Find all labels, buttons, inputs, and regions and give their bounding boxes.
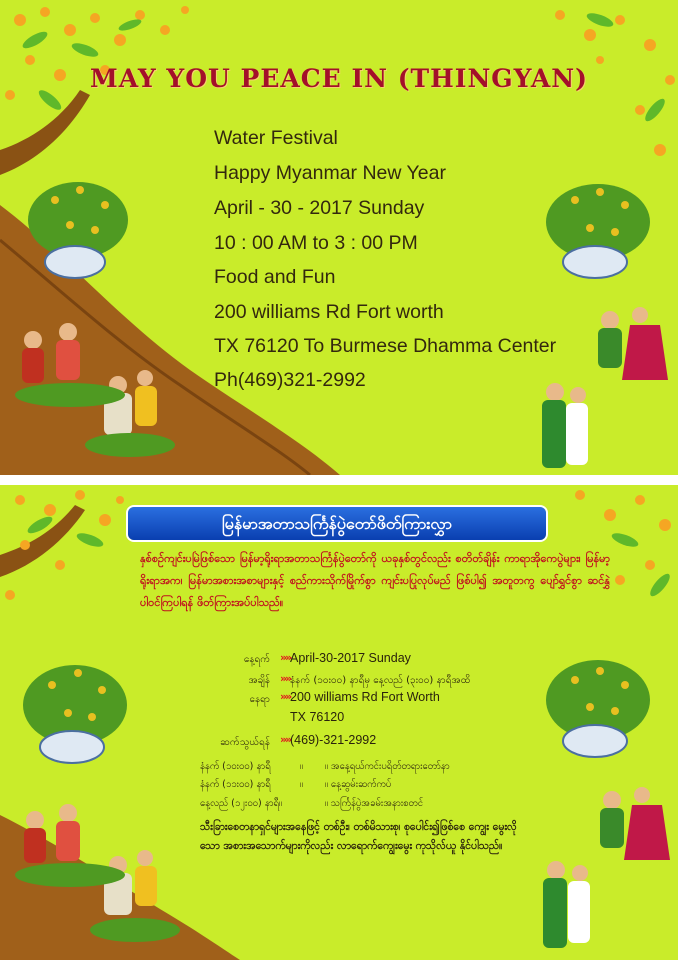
schedule-event: ။ နေ့ဆွမ်းဆက်ကပ် — [325, 779, 392, 790]
detail-label-time: အချိန် — [248, 675, 270, 686]
detail-label-contact: ဆက်သွယ်ရန် — [220, 737, 270, 748]
arrow-icon: »» — [280, 690, 291, 703]
tree-trunk — [0, 505, 85, 577]
event-date: April - 30 - 2017 Sunday — [214, 197, 425, 219]
schedule-separator: ။ — [300, 761, 303, 772]
detail-value-time: နံနက် (၁၀း၀၀) နာရီမှ နေ့လည် (၃း၀၀) နာရီအထိ — [290, 675, 471, 686]
event-time: 10 : 00 AM to 3 : 00 PM — [214, 232, 418, 254]
address-line-2: TX 76120 To Burmese Dhamma Center — [214, 335, 557, 357]
schedule-time: နံနက် (၁၁း၀၀) နာရီ — [200, 779, 271, 790]
detail-value-date: April-30-2017 Sunday — [290, 651, 411, 665]
address-line-1: 200 williams Rd Fort worth — [214, 301, 444, 323]
english-invitation-card — [0, 0, 678, 475]
schedule-time: နေ့လည် (၁၂း၀၀) နာရီ။ — [200, 798, 282, 809]
detail-label-date: နေ့ရက် — [243, 654, 270, 665]
flower-pot-right — [546, 184, 650, 278]
schedule-time: နံနက် (၁၀း၀၀) နာရီ — [200, 761, 271, 772]
flowering-branch-bottom-left — [5, 490, 124, 600]
dancer-figures-right — [543, 787, 670, 948]
schedule-event: ။ သင်္ကြန်ပွဲအခမ်းအနားစတင် — [325, 798, 424, 809]
detail-value-contact: (469)-321-2992 — [290, 733, 377, 747]
flower-pot-right — [546, 660, 650, 757]
dancer-figures-right — [542, 307, 668, 468]
greeting: Happy Myanmar New Year — [214, 162, 446, 184]
event-activities: Food and Fun — [214, 266, 336, 288]
closing-paragraph: သီးခြားစေတနာရှင်များအနေဖြင့် တစ်ဦး၊ တစ်မိသားစု၊ စုပေါင်း၍ဖြစ်စေ ကျွေး မွေးလိုသော အစားအသောက်များကိုလည်း လာရောက်ကျွေးမွေး ကုသိုလ်ယူ နိုင်ပါသည်။ — [200, 821, 517, 852]
arrow-icon: »» — [280, 651, 291, 664]
card-divider — [0, 475, 678, 485]
schedule-event: ။ အနေ့ရယ်ကင်းပရိတ်တရားတော်နာ — [325, 761, 450, 772]
detail-value-venue: 200 williams Rd Fort Worth — [290, 690, 440, 704]
arrow-icon: »» — [280, 733, 291, 746]
detail-label-venue: နေရာ — [249, 694, 270, 705]
tree-trunk — [0, 90, 90, 175]
detail-value-venue-zip: TX 76120 — [290, 710, 345, 724]
card-title: MAY YOU PEACE IN (THINGYAN) — [90, 64, 588, 93]
event-name: Water Festival — [214, 127, 338, 149]
invitation-banner: မြန်မာအတာသင်္ကြန်ပွဲတော်ဖိတ်ကြားလွှာ — [128, 507, 546, 540]
intro-paragraph: နှစ်စဉ်ကျင်းပမြဲဖြစ်သော မြန်မာ့ရိုးရာအတာသင်္ကြန်ပွဲတော်ကို ယခုနှစ်တွင်လည်း စတိတ်ချိန်း ကာရာအိုကေပွဲများ၊ မြန်မာ့ရိုးရာအက၊ မြန်မာအစားအစာများနှင့် စည်ကားသိုက်မြိုက်စွာ ကျင်းပပြုလုပ်မည် ဖြစ်ပါ၍ အတူတကွ ပျော်ရွှင်စွာ ဆင်နွှဲ ပါဝင်ကြပါရန် ဖိတ်ကြားအပ်ပါသည်။ — [140, 552, 610, 609]
schedule-separator: ။ — [300, 779, 303, 790]
arrow-icon: »» — [280, 672, 291, 685]
phone-number: Ph(469)321-2992 — [214, 369, 366, 391]
flower-pot-left — [23, 665, 127, 763]
